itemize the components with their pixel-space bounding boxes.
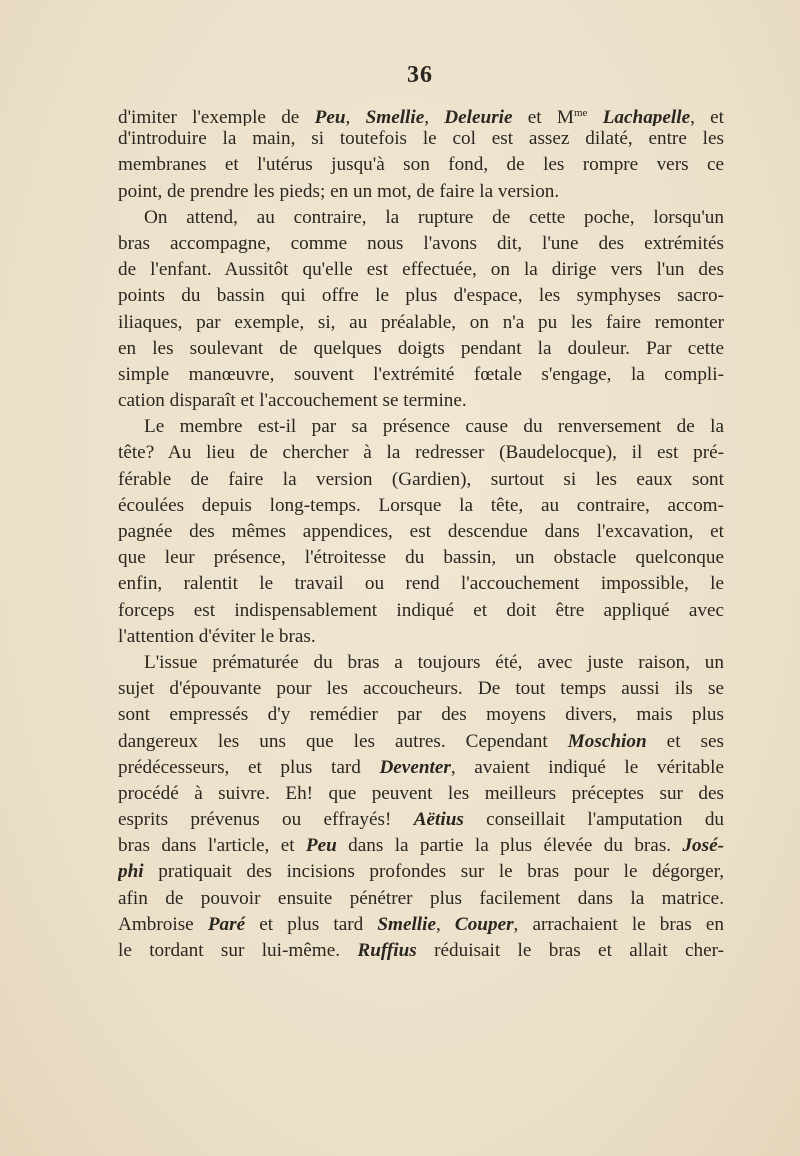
text-line: points du bassin qui offre le plus d'espace, les symphyses sacro- <box>118 285 724 307</box>
text-line: L'issue prématurée du bras a toujours été, avec juste raison, un <box>144 651 724 673</box>
text-line: esprits prévenus ou effrayés! Aëtius conseillait l'amputation du <box>118 809 724 831</box>
text-line: férable de faire la version (Gardien), surtout si les eaux sont <box>118 468 724 490</box>
text-line: de l'enfant. Aussitôt qu'elle est effectuée, on la dirige vers l'un des <box>118 259 724 281</box>
text-line: prédécesseurs, et plus tard Deventer, avaient indiqué le véritable <box>118 756 724 778</box>
text-line: bras dans l'article, et Peu dans la partie la plus élevée du bras. José- <box>118 835 724 857</box>
text-line: bras accompagne, comme nous l'avons dit, l'une des extrémités <box>118 232 724 254</box>
text-line: point, de prendre les pieds; en un mot, de faire la version. <box>118 180 560 202</box>
text-line: sujet d'épouvante pour les accoucheurs. De tout temps aussi ils se <box>118 678 724 700</box>
text-line: sont empressés d'y remédier par des moyens divers, mais plus <box>118 704 724 726</box>
text-line: iliaques, par exemple, si, au préalable, on n'a pu les faire remonter <box>118 311 724 333</box>
text-line: pagnée des mêmes appendices, est descendue dans l'excavation, et <box>118 521 724 542</box>
text-line: tête? Au lieu de chercher à la redresser (Baudelocque), il est pré- <box>118 442 724 464</box>
text-line: le tordant sur lui-même. Ruffius réduisait le bras et allait cher- <box>118 940 724 961</box>
text-line: d'imiter l'exemple de Peu, Smellie, Deleurie et $M^{me}$ Lachapelle, et <box>118 107 724 127</box>
text-line: que leur présence, l'étroitesse du bassin, un obstacle quelconque <box>118 547 724 569</box>
text-line: écoulées depuis long-temps. Lorsque la tête, au contraire, accom- <box>118 494 724 516</box>
text-line: forceps est indispensablement indiqué et doit être appliqué avec <box>118 599 724 621</box>
text-line: dangereux les uns que les autres. Cependant Moschion et ses <box>118 730 724 752</box>
text-line: procédé à suivre. Eh! que peuvent les meilleurs préceptes sur des <box>118 782 724 804</box>
text-line: membranes et l'utérus jusqu'à son fond, de les rompre vers ce <box>118 154 724 176</box>
text-line: On attend, au contraire, la rupture de cette poche, lorsqu'un <box>144 206 724 228</box>
body-text <box>118 100 724 964</box>
page-number: 36 <box>407 62 433 88</box>
text-line: d'introduire la main, si toutefois le col est assez dilaté, entre les <box>118 128 724 150</box>
text-line: afin de pouvoir ensuite pénétrer plus facilement dans la matrice. <box>118 887 724 909</box>
text-line: cation disparaît et l'accouchement se termine. <box>118 390 467 412</box>
text-line: enfin, ralentit le travail ou rend l'accouchement impossible, le <box>118 573 724 595</box>
text-line: Le membre est-il par sa présence cause du renversement de la <box>144 416 724 438</box>
text-line: simple manœuvre, souvent l'extrémité fœtale s'engage, la compli- <box>118 363 724 385</box>
text-line: phi pratiquait des incisions profondes sur le bras pour le dégorger, <box>118 861 724 883</box>
text-line: l'attention d'éviter le bras. <box>118 625 316 647</box>
text-line: en les soulevant de quelques doigts pendant la douleur. Par cette <box>118 337 724 359</box>
text-line: Ambroise Paré et plus tard Smellie, Couper, arrachaient le bras en <box>118 913 724 935</box>
